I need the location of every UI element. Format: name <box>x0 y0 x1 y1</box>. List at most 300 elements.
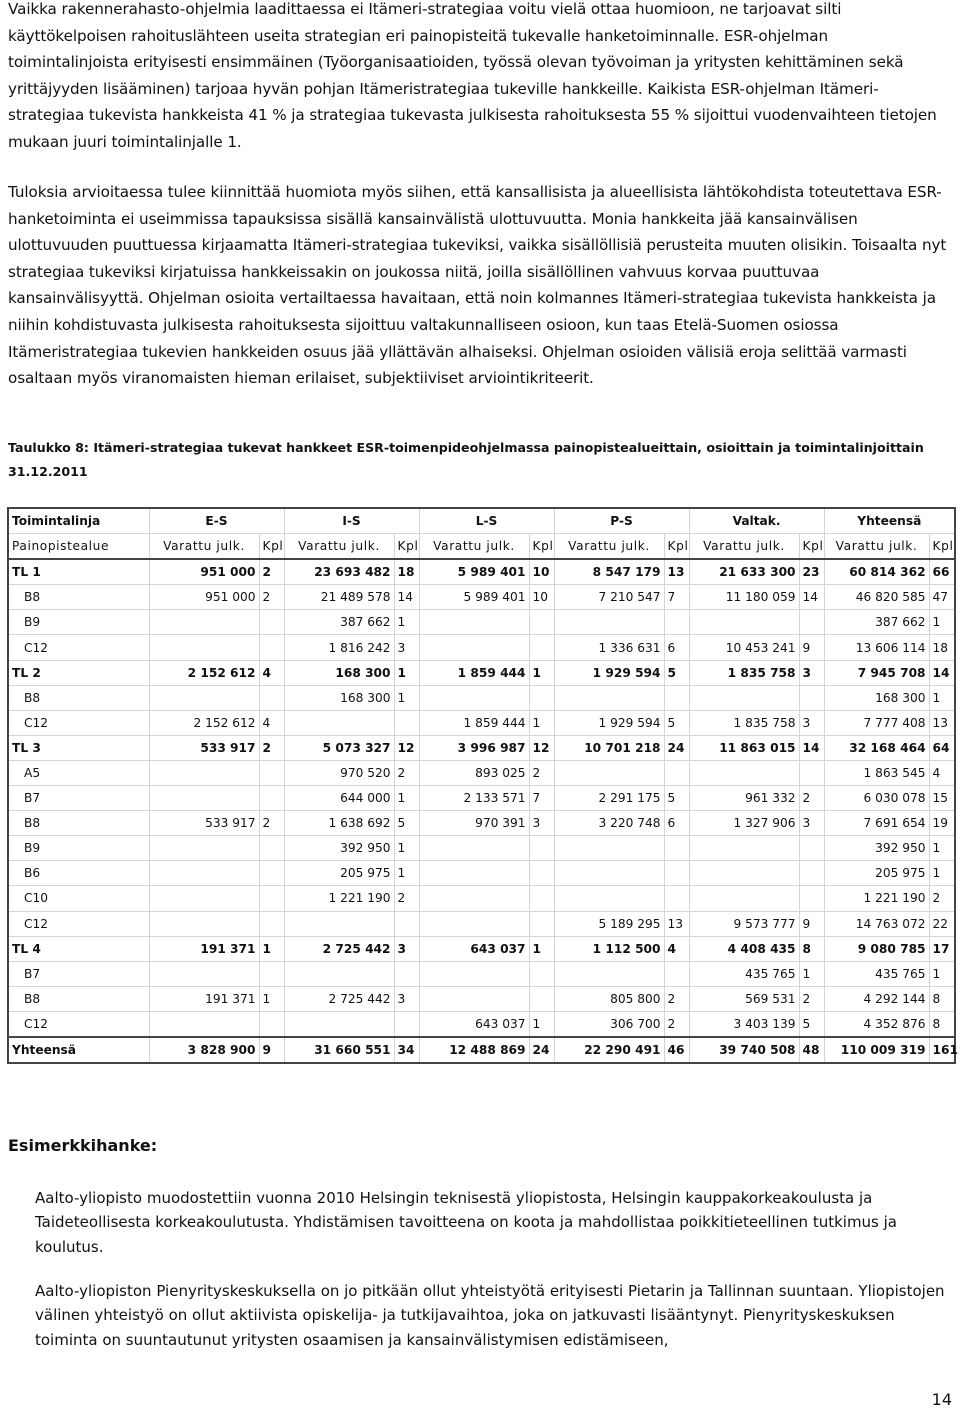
cell-count: 1 <box>529 660 554 685</box>
cell-count <box>664 610 689 635</box>
cell-count: 8 <box>799 936 824 961</box>
cell-count <box>529 911 554 936</box>
cell-amount <box>689 610 799 635</box>
row-label: B9 <box>8 610 149 635</box>
cell-count: 1 <box>929 961 955 986</box>
cell-count <box>394 1011 419 1037</box>
row-label: C12 <box>8 710 149 735</box>
cell-amount: 435 765 <box>689 961 799 986</box>
cell-count: 2 <box>799 786 824 811</box>
cell-amount: 2 725 442 <box>284 986 394 1011</box>
cell-amount <box>419 911 529 936</box>
cell-count <box>664 685 689 710</box>
cell-amount <box>149 760 259 785</box>
cell-amount <box>554 760 664 785</box>
row-label: B8 <box>8 685 149 710</box>
cell-count: 1 <box>394 861 419 886</box>
cell-count: 9 <box>259 1037 284 1063</box>
cell-amount <box>149 610 259 635</box>
page-number: 14 <box>931 1390 952 1409</box>
cell-count <box>259 760 284 785</box>
cell-count <box>394 911 419 936</box>
cell-amount: 31 660 551 <box>284 1037 394 1063</box>
cell-count: 6 <box>664 811 689 836</box>
cell-count: 7 <box>529 786 554 811</box>
cell-amount: 1 929 594 <box>554 660 664 685</box>
cell-count <box>799 685 824 710</box>
cell-amount <box>419 685 529 710</box>
cell-count: 14 <box>394 585 419 610</box>
cell-amount <box>554 961 664 986</box>
cell-amount: 951 000 <box>149 559 259 585</box>
cell-amount <box>284 961 394 986</box>
cell-count <box>529 961 554 986</box>
subheader-varattu: Varattu julk. <box>149 534 259 560</box>
table-row <box>8 635 955 660</box>
cell-count: 10 <box>529 585 554 610</box>
cell-amount <box>149 685 259 710</box>
cell-amount: 1 327 906 <box>689 811 799 836</box>
results-paragraph: Tuloksia arvioitaessa tulee kiinnittää huomiota myös siihen, että kansallisista ja alueellisista lähtökohdista toteutettava ESR-hanketoiminta ei useimmissa tapauksissa sisällä kansainvälistä ulottuvuutta. Monia hankkeita jää kansainvälisen ulottuvuuden puuttuessa kirjaamatta Itämeri-strategiaa tukeviksi, vaikka sisällöllisiä perusteita muuten olisikin. Toisaalta nyt strategiaa tukeviksi kirjatuissa hankkeissakin on joukossa niitä, joilla sisällöllinen vahvuus korvaa puuttuvaa kansainvälisyyttä. Ohjelman osioita vertailtaessa havaitaan, että noin kolmannes Itämeri-strategiaa tukevista hankkeista ja niihin kohdistuvasta julkisesta rahoituksesta sijoittuu valtakunnalliseen osioon, kun taas Etelä-Suomen osiossa Itämeristrategiaa tukevien hankkeiden osuus jää yllättävän alhaiseksi. Ohjelman osioiden välisiä eroja selittää varmasti osaltaan myös viranomaisten hieman erilaiset, subjektiiviset arviointikriteerit. <box>8 183 947 388</box>
table-row <box>8 936 955 961</box>
cell-count <box>664 861 689 886</box>
cell-amount: 392 950 <box>284 836 394 861</box>
cell-amount: 7 945 708 <box>824 660 929 685</box>
cell-amount: 7 691 654 <box>824 811 929 836</box>
cell-count: 3 <box>394 635 419 660</box>
cell-amount <box>149 635 259 660</box>
cell-count: 6 <box>664 635 689 660</box>
cell-count: 1 <box>394 685 419 710</box>
cell-count: 4 <box>929 760 955 785</box>
row-label: TL 4 <box>8 936 149 961</box>
cell-count: 14 <box>799 735 824 760</box>
table-row <box>8 585 955 610</box>
table-row <box>8 811 955 836</box>
cell-count: 1 <box>394 836 419 861</box>
cell-count <box>259 886 284 911</box>
cell-amount: 6 030 078 <box>824 786 929 811</box>
example-paragraph: Aalto-yliopiston Pienyrityskeskuksella on jo pitkään ollut yhteistyötä erityisesti Pietarin ja Tallinnan suuntaan. Yliopistojen välinen yhteistyö on ollut aktiivista opiskelija- ja tutkijavaihtoa, joka on jatkuvasti lisääntynyt. Pienyrityskeskuksen toiminta on suuntautunut yritysten osaamisen ja kansainvälistymisen edistämiseen, <box>35 1282 945 1349</box>
cell-count: 9 <box>799 635 824 660</box>
cell-count: 12 <box>529 735 554 760</box>
example-paragraph: Aalto-yliopisto muodostettiin vuonna 2010 Helsingin teknisestä yliopistosta, Helsingin kauppakorkeakoulusta ja Taideteollisesta korkeakoulutusta. Yhdistämisen tavoitteena on koota ja mahdollistaa poikkitieteellinen tutkimus ja koulutus. <box>35 1189 898 1256</box>
cell-amount: 3 403 139 <box>689 1011 799 1037</box>
cell-amount: 569 531 <box>689 986 799 1011</box>
table-row <box>8 735 955 760</box>
cell-count: 64 <box>929 735 955 760</box>
row-label: C12 <box>8 635 149 660</box>
cell-amount: 392 950 <box>824 836 929 861</box>
cell-count: 8 <box>929 986 955 1011</box>
row-label: C10 <box>8 886 149 911</box>
cell-count: 13 <box>664 911 689 936</box>
table-caption: Taulukko 8: Itämeri-strategiaa tukevat hankkeet ESR-toimenpideohjelmassa painopistealueittain, osioittain ja toimintalinjoittain 31.12.2011 <box>8 440 924 479</box>
cell-amount <box>419 886 529 911</box>
cell-count: 3 <box>394 936 419 961</box>
cell-count: 5 <box>664 710 689 735</box>
cell-amount <box>149 1011 259 1037</box>
cell-amount: 1 638 692 <box>284 811 394 836</box>
cell-count: 18 <box>929 635 955 660</box>
cell-amount: 387 662 <box>284 610 394 635</box>
table-row <box>8 760 955 785</box>
cell-amount: 32 168 464 <box>824 735 929 760</box>
cell-amount <box>689 861 799 886</box>
cell-amount: 961 332 <box>689 786 799 811</box>
cell-amount: 2 152 612 <box>149 660 259 685</box>
cell-count <box>664 961 689 986</box>
row-label: C12 <box>8 1011 149 1037</box>
cell-amount <box>554 685 664 710</box>
cell-amount <box>554 886 664 911</box>
cell-count: 1 <box>929 836 955 861</box>
table-row <box>8 911 955 936</box>
cell-count <box>259 685 284 710</box>
cell-amount: 643 037 <box>419 1011 529 1037</box>
cell-amount: 3 996 987 <box>419 735 529 760</box>
table-row <box>8 660 955 685</box>
subheader-kpl: Kpl <box>664 534 689 560</box>
subheader-varattu: Varattu julk. <box>689 534 799 560</box>
cell-count: 4 <box>259 710 284 735</box>
cell-count: 2 <box>664 1011 689 1037</box>
cell-amount: 7 210 547 <box>554 585 664 610</box>
cell-count: 5 <box>799 1011 824 1037</box>
cell-count: 1 <box>529 1011 554 1037</box>
cell-count: 5 <box>394 811 419 836</box>
row-label: B8 <box>8 811 149 836</box>
cell-amount: 39 740 508 <box>689 1037 799 1063</box>
cell-amount: 1 835 758 <box>689 710 799 735</box>
cell-amount: 1 336 631 <box>554 635 664 660</box>
cell-amount: 533 917 <box>149 811 259 836</box>
cell-amount: 1 859 444 <box>419 660 529 685</box>
cell-amount: 191 371 <box>149 986 259 1011</box>
cell-amount: 2 725 442 <box>284 936 394 961</box>
subheader-varattu: Varattu julk. <box>824 534 929 560</box>
cell-amount: 2 152 612 <box>149 710 259 735</box>
cell-amount <box>419 610 529 635</box>
table-subheader-row <box>8 534 955 560</box>
row-label: B9 <box>8 836 149 861</box>
cell-amount: 13 606 114 <box>824 635 929 660</box>
cell-amount: 11 180 059 <box>689 585 799 610</box>
cell-amount <box>149 786 259 811</box>
cell-count: 24 <box>529 1037 554 1063</box>
row-label: TL 1 <box>8 559 149 585</box>
cell-count <box>799 886 824 911</box>
subheader-kpl: Kpl <box>394 534 419 560</box>
row-label: C12 <box>8 911 149 936</box>
cell-count: 2 <box>259 811 284 836</box>
cell-amount <box>554 861 664 886</box>
cell-count: 24 <box>664 735 689 760</box>
subheader-kpl: Kpl <box>259 534 284 560</box>
cell-count: 48 <box>799 1037 824 1063</box>
cell-amount: 10 701 218 <box>554 735 664 760</box>
cell-amount <box>689 685 799 710</box>
cell-amount: 5 989 401 <box>419 585 529 610</box>
cell-count: 47 <box>929 585 955 610</box>
cell-count: 34 <box>394 1037 419 1063</box>
cell-amount: 5 189 295 <box>554 911 664 936</box>
cell-count <box>799 836 824 861</box>
cell-count <box>259 786 284 811</box>
cell-amount: 4 408 435 <box>689 936 799 961</box>
cell-amount: 1 863 545 <box>824 760 929 785</box>
cell-amount: 1 859 444 <box>419 710 529 735</box>
cell-count: 15 <box>929 786 955 811</box>
cell-count <box>799 610 824 635</box>
cell-count: 1 <box>259 936 284 961</box>
cell-amount <box>149 836 259 861</box>
row-label: B8 <box>8 986 149 1011</box>
cell-count: 17 <box>929 936 955 961</box>
cell-count: 46 <box>664 1037 689 1063</box>
cell-amount: 3 828 900 <box>149 1037 259 1063</box>
cell-count <box>529 610 554 635</box>
cell-count: 5 <box>664 786 689 811</box>
cell-amount: 7 777 408 <box>824 710 929 735</box>
subheader-kpl: Kpl <box>799 534 824 560</box>
cell-amount: 205 975 <box>824 861 929 886</box>
intro-paragraph: Vaikka rakennerahasto-ohjelmia laadittaessa ei Itämeri-strategiaa voitu vielä ottaa huomioon, ne tarjoavat silti käyttökelpoisen rahoituslähteen useita strategian eri painopisteitä tukevalle hanketoiminnalle. ESR-ohjelman toimintalinjoista erityisesti ensimmäinen (Työorganisaatioiden, työssä olevan työvoiman ja yritysten kehittäminen sekä yrittäjyyden lisääminen) tarjoaa hyvän pohjan Itämeristrategiaa tukeville hankkeille. Kaikista ESR-ohjelman Itämeri-strategiaa tukevista hankkeista 41 % ja strategiaa tukevasta julkisesta rahoituksesta 55 % sijoittui vuodenvaihteen tietojen mukaan juuri toimintalinjalle 1. <box>8 0 937 151</box>
cell-amount <box>149 961 259 986</box>
cell-amount <box>284 1011 394 1037</box>
cell-count: 14 <box>929 660 955 685</box>
table-row <box>8 961 955 986</box>
cell-count: 4 <box>259 660 284 685</box>
cell-amount: 8 547 179 <box>554 559 664 585</box>
cell-count: 1 <box>394 660 419 685</box>
table-row <box>8 1011 955 1037</box>
cell-amount: 4 352 876 <box>824 1011 929 1037</box>
cell-count <box>259 961 284 986</box>
cell-amount: 191 371 <box>149 936 259 961</box>
cell-amount: 387 662 <box>824 610 929 635</box>
table-row <box>8 710 955 735</box>
cell-count: 161 <box>929 1037 955 1063</box>
cell-amount: 970 520 <box>284 760 394 785</box>
cell-count <box>664 760 689 785</box>
cell-count: 1 <box>929 861 955 886</box>
cell-count: 2 <box>929 886 955 911</box>
cell-amount: 4 292 144 <box>824 986 929 1011</box>
table-row <box>8 685 955 710</box>
subheader-kpl: Kpl <box>529 534 554 560</box>
row-label: TL 2 <box>8 660 149 685</box>
row-label: TL 3 <box>8 735 149 760</box>
cell-amount <box>419 986 529 1011</box>
cell-amount: 1 221 190 <box>824 886 929 911</box>
cell-count: 1 <box>799 961 824 986</box>
cell-amount: 205 975 <box>284 861 394 886</box>
cell-count: 19 <box>929 811 955 836</box>
subheader-varattu: Varattu julk. <box>284 534 394 560</box>
cell-count <box>529 986 554 1011</box>
cell-amount: 21 633 300 <box>689 559 799 585</box>
row-label: B7 <box>8 786 149 811</box>
cell-count: 9 <box>799 911 824 936</box>
cell-count <box>259 1011 284 1037</box>
cell-amount: 10 453 241 <box>689 635 799 660</box>
row-label: B7 <box>8 961 149 986</box>
cell-amount <box>419 635 529 660</box>
cell-amount: 1 929 594 <box>554 710 664 735</box>
cell-amount: 60 814 362 <box>824 559 929 585</box>
cell-count: 13 <box>664 559 689 585</box>
cell-amount: 23 693 482 <box>284 559 394 585</box>
header-toimintalinja: Toimintalinja <box>8 508 149 534</box>
cell-amount: 1 221 190 <box>284 886 394 911</box>
cell-count: 3 <box>799 710 824 735</box>
cell-amount: 644 000 <box>284 786 394 811</box>
subheader-painopistealue: Painopistealue <box>8 534 149 560</box>
cell-amount: 2 133 571 <box>419 786 529 811</box>
table-row <box>8 559 955 585</box>
cell-count <box>259 635 284 660</box>
cell-amount: 893 025 <box>419 760 529 785</box>
cell-amount: 306 700 <box>554 1011 664 1037</box>
cell-amount: 643 037 <box>419 936 529 961</box>
cell-amount: 21 489 578 <box>284 585 394 610</box>
header-valtak: Valtak. <box>689 508 824 534</box>
cell-amount: 22 290 491 <box>554 1037 664 1063</box>
cell-amount <box>554 836 664 861</box>
cell-count: 2 <box>394 760 419 785</box>
cell-count: 1 <box>929 610 955 635</box>
cell-amount: 46 820 585 <box>824 585 929 610</box>
cell-count <box>799 760 824 785</box>
example-title: Esimerkkihanke: <box>8 1136 158 1155</box>
table-row <box>8 861 955 886</box>
cell-amount: 110 009 319 <box>824 1037 929 1063</box>
cell-count: 23 <box>799 559 824 585</box>
cell-count: 2 <box>259 559 284 585</box>
row-label: B6 <box>8 861 149 886</box>
cell-count <box>259 861 284 886</box>
cell-count: 3 <box>799 660 824 685</box>
cell-count: 2 <box>799 986 824 1011</box>
cell-count <box>259 911 284 936</box>
cell-amount: 168 300 <box>284 660 394 685</box>
cell-count: 3 <box>394 986 419 1011</box>
cell-count: 2 <box>259 735 284 760</box>
cell-amount: 533 917 <box>149 735 259 760</box>
cell-amount: 12 488 869 <box>419 1037 529 1063</box>
cell-count <box>529 886 554 911</box>
cell-count: 2 <box>394 886 419 911</box>
header-is: I-S <box>284 508 419 534</box>
cell-count: 3 <box>529 811 554 836</box>
cell-count: 1 <box>529 936 554 961</box>
cell-amount <box>419 861 529 886</box>
cell-count: 1 <box>394 610 419 635</box>
cell-count <box>529 861 554 886</box>
subheader-varattu: Varattu julk. <box>419 534 529 560</box>
cell-count: 12 <box>394 735 419 760</box>
cell-amount: 9 080 785 <box>824 936 929 961</box>
cell-amount <box>149 886 259 911</box>
cell-count <box>394 710 419 735</box>
cell-amount: 5 073 327 <box>284 735 394 760</box>
table-row <box>8 786 955 811</box>
cell-count: 2 <box>529 760 554 785</box>
cell-count <box>394 961 419 986</box>
cell-amount: 168 300 <box>824 685 929 710</box>
cell-amount: 951 000 <box>149 585 259 610</box>
cell-count <box>259 836 284 861</box>
cell-amount: 14 763 072 <box>824 911 929 936</box>
cell-count: 22 <box>929 911 955 936</box>
row-label: B8 <box>8 585 149 610</box>
cell-count: 10 <box>529 559 554 585</box>
cell-amount: 1 816 242 <box>284 635 394 660</box>
header-es: E-S <box>149 508 284 534</box>
cell-count <box>799 861 824 886</box>
subheader-kpl: Kpl <box>929 534 955 560</box>
cell-amount: 435 765 <box>824 961 929 986</box>
cell-amount: 5 989 401 <box>419 559 529 585</box>
cell-amount: 1 835 758 <box>689 660 799 685</box>
cell-count: 2 <box>664 986 689 1011</box>
cell-count: 8 <box>929 1011 955 1037</box>
table-total-row <box>8 1037 955 1063</box>
cell-count: 7 <box>664 585 689 610</box>
cell-count: 4 <box>664 936 689 961</box>
cell-count <box>529 635 554 660</box>
table-header-row <box>8 508 955 534</box>
cell-amount <box>284 710 394 735</box>
cell-amount: 1 112 500 <box>554 936 664 961</box>
cell-count: 66 <box>929 559 955 585</box>
cell-amount <box>284 911 394 936</box>
header-ps: P-S <box>554 508 689 534</box>
cell-count <box>529 685 554 710</box>
cell-amount <box>689 836 799 861</box>
cell-count <box>259 610 284 635</box>
cell-count: 5 <box>664 660 689 685</box>
cell-amount <box>689 760 799 785</box>
cell-count: 1 <box>259 986 284 1011</box>
cell-count: 13 <box>929 710 955 735</box>
header-ls: L-S <box>419 508 554 534</box>
table-row <box>8 610 955 635</box>
table-row <box>8 986 955 1011</box>
cell-count: 2 <box>259 585 284 610</box>
row-label: Yhteensä <box>8 1037 149 1063</box>
cell-amount: 3 220 748 <box>554 811 664 836</box>
cell-count <box>664 836 689 861</box>
cell-amount: 9 573 777 <box>689 911 799 936</box>
row-label: A5 <box>8 760 149 785</box>
cell-amount <box>149 861 259 886</box>
cell-count <box>664 886 689 911</box>
cell-amount: 970 391 <box>419 811 529 836</box>
header-yhteensa: Yhteensä <box>824 508 955 534</box>
cell-amount: 168 300 <box>284 685 394 710</box>
cell-count <box>529 836 554 861</box>
projects-table <box>7 507 956 1064</box>
cell-count: 1 <box>394 786 419 811</box>
cell-amount <box>149 911 259 936</box>
cell-amount <box>689 886 799 911</box>
subheader-varattu: Varattu julk. <box>554 534 664 560</box>
cell-amount <box>419 961 529 986</box>
cell-amount <box>419 836 529 861</box>
cell-count: 14 <box>799 585 824 610</box>
